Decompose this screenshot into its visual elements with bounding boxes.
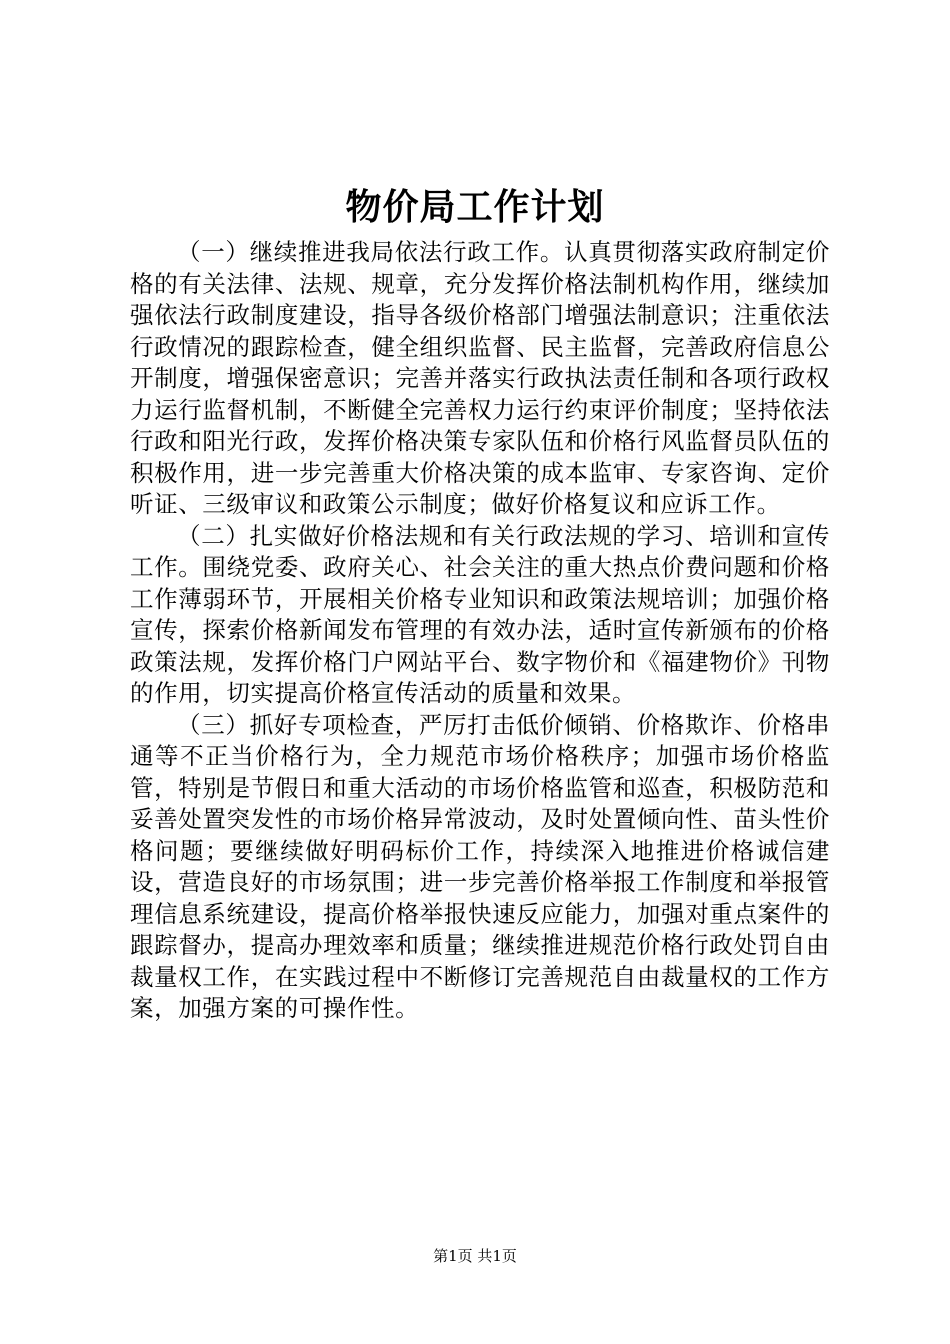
paragraph-1: （一）继续推进我局依法行政工作。认真贯彻落实政府制定价格的有关法律、法规、规章，充分发挥价格法制机构作用，继续加强依法行政制度建设，指导各级价格部门增强法制意识；注重依法行政情况的跟踪检查，健全组织监督、民主监督，完善政府信息公开制度，增强保密意识；完善并落实行政执法责任制和各项行政权力运行监督机制，不断健全完善权力运行约束评价制度；坚持依法行政和阳光行政，发挥价格决策专家队伍和价格行风监督员队伍的积极作用，进一步完善重大价格决策的成本监审、专家咨询、定价听证、三级审议和政策公示制度；做好价格复议和应诉工作。 — [130, 238, 830, 518]
document-body — [130, 237, 830, 1025]
paragraph-2: （二）扎实做好价格法规和有关行政法规的学习、培训和宣传工作。围绕党委、政府关心、社会关注的重大热点价费问题和价格工作薄弱环节，开展相关价格专业知识和政策法规培训；加强价格宣传，探索价格新闻发布管理的有效办法，适时宣传新颁布的价格政策法规，发挥价格门户网站平台、数字物价和《福建物价》刊物的作用，切实提高价格宣传活动的质量和效果。 — [130, 521, 830, 707]
page-footer: 第1页 共1页 — [433, 1247, 517, 1265]
paragraph-3: （三）抓好专项检查，严厉打击低价倾销、价格欺诈、价格串通等不正当价格行为，全力规范市场价格秩序；加强市场价格监管，特别是节假日和重大活动的市场价格监管和巡查，积极防范和妥善处置突发性的市场价格异常波动，及时处置倾向性、苗头性价格问题；要继续做好明码标价工作，持续深入地推进价格诚信建设，营造良好的市场氛围；进一步完善价格举报工作制度和举报管理信息系统建设，提高价格举报快速反应能力，加强对重点案件的跟踪督办，提高办理效率和质量；继续推进规范价格行政处罚自由裁量权工作，在实践过程中不断修订完善规范自由裁量权的工作方案，加强方案的可操作性。 — [130, 710, 830, 1022]
page-title: 物价局工作计划 — [345, 186, 605, 228]
